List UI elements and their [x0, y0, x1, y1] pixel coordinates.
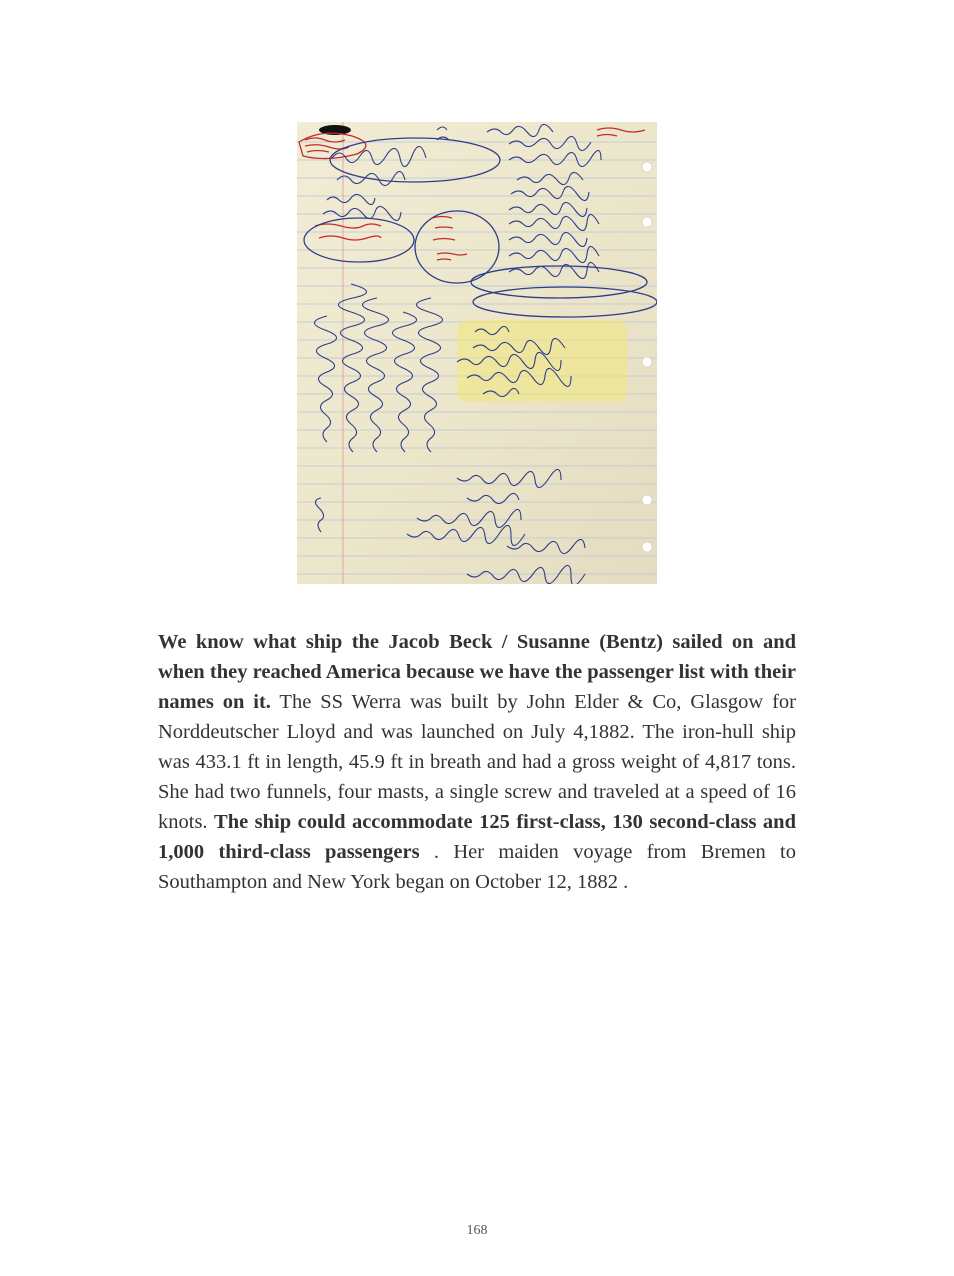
body-paragraph	[158, 627, 796, 897]
bold-intro: We know what ship the Jacob Beck / Susanne (Bentz) sailed on and when they reached America because we have the passenger list with their names on it.	[158, 631, 796, 713]
handwritten-record-photo	[297, 122, 657, 584]
body-text-part-1: The SS Werra was built by John Elder & Co, Glasgow for Norddeutscher Lloyd and was launched on July 4,1882. The iron-hull ship was 433.1 ft in length, 45.9 ft in breath and had a gross weight of 4,817 tons. She had two funnels, four masts, a single screw and traveled at a speed of 16 knots.	[158, 691, 797, 833]
page-number: 168	[466, 1223, 488, 1238]
body-text-part-2: . Her maiden voyage from Bremen to Southampton and New York began on October 12, 1882 .	[158, 841, 796, 893]
bold-middle: The ship could accommodate 125 first-class, 130 second-class and 1,000 third-class passengers	[158, 811, 796, 863]
handwritten-record-illustration	[297, 122, 657, 584]
